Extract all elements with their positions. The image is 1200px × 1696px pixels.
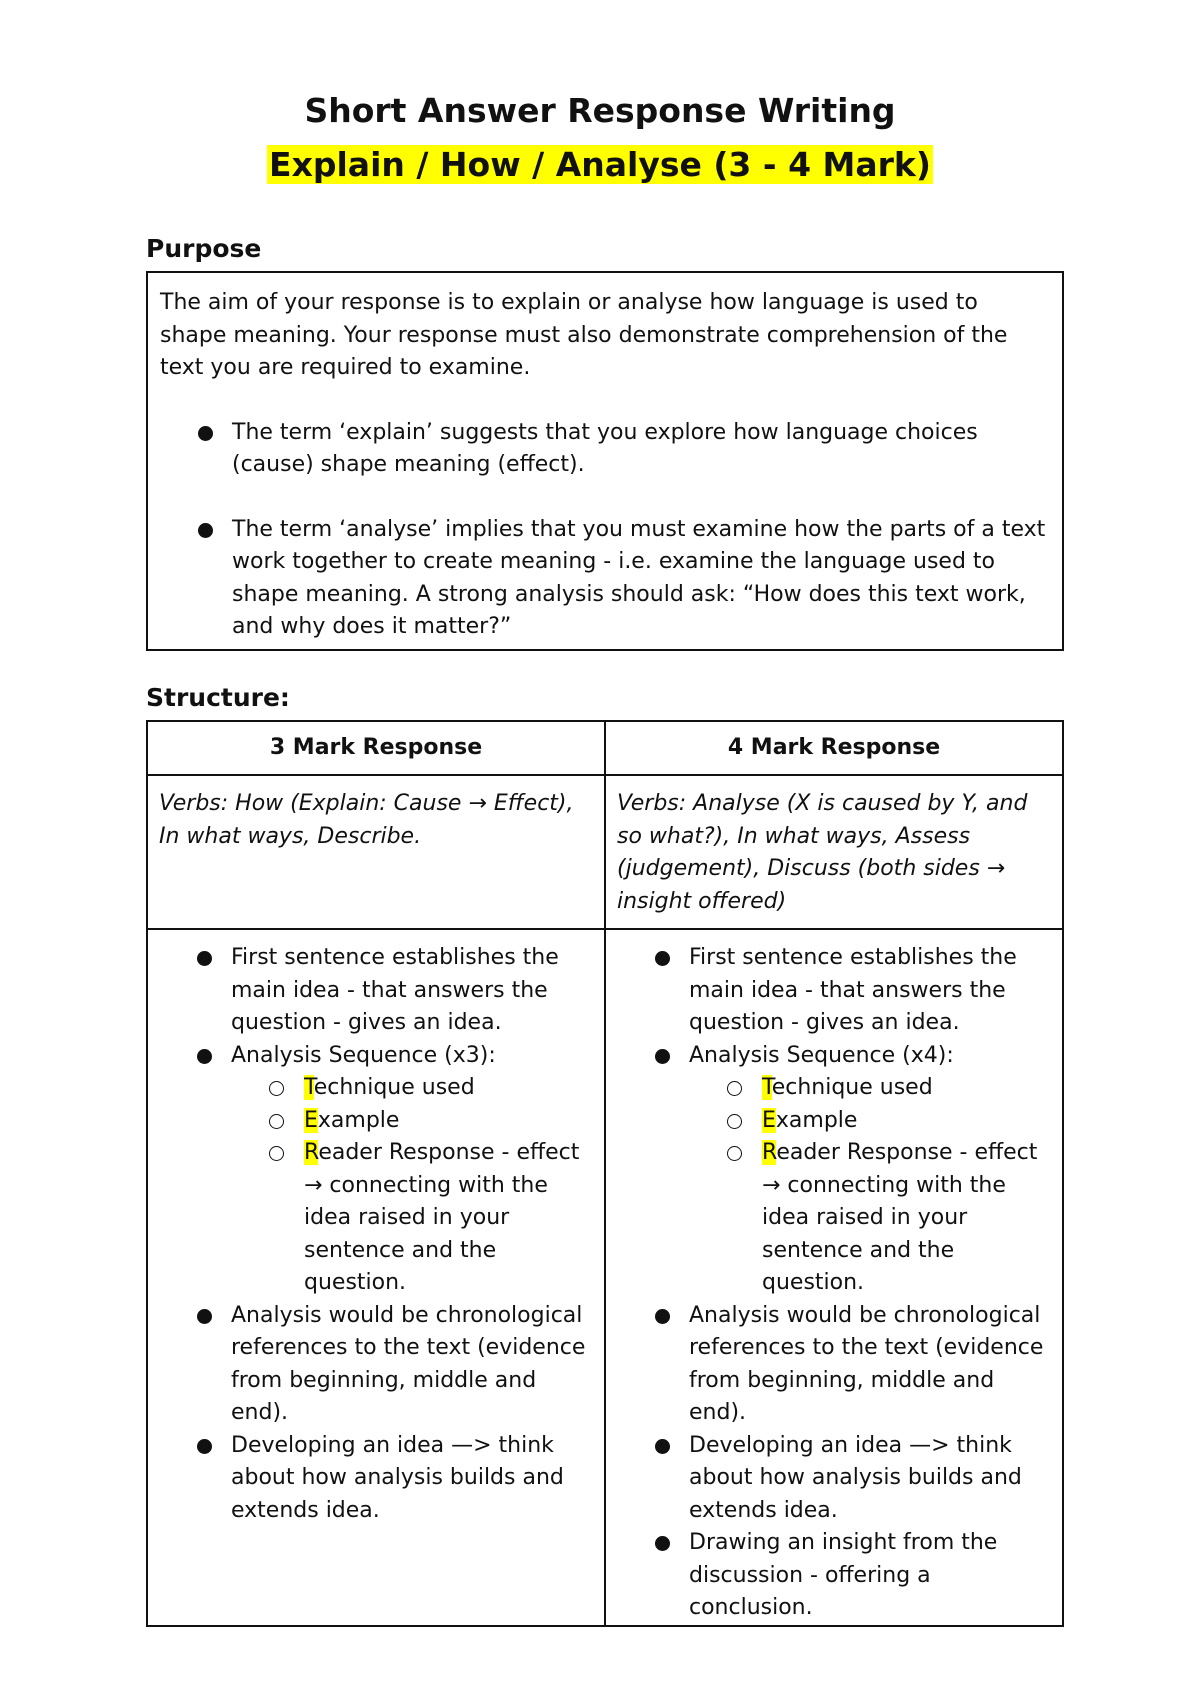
sub-item-text: xample [317, 1107, 400, 1133]
sub-list-item [606, 1105, 1054, 1138]
sub-item-text: eader Response - effect → connecting with the idea raised in your sentence and the question. [762, 1140, 1038, 1295]
list-item-text: First sentence establishes the main idea - that answers the question - gives an idea. [231, 945, 559, 1035]
criteria-list [148, 942, 596, 1527]
highlighted-initial: T [762, 1075, 772, 1100]
sub-list [689, 1072, 1054, 1300]
purpose-bullet-text: The term ‘explain’ suggests that you explore how language choices (cause) shape meaning (effect). [232, 419, 978, 477]
list-item [606, 1300, 1054, 1430]
bullet-dot-icon [198, 426, 213, 441]
sub-item-text: eader Response - effect → connecting with the idea raised in your sentence and the question. [304, 1140, 580, 1295]
list-item [606, 1430, 1054, 1528]
col-header-4-mark: 4 Mark Response [605, 721, 1063, 775]
sub-list-item [148, 1137, 596, 1300]
sub-list-item [148, 1072, 596, 1105]
purpose-intro: The aim of your response is to explain or analyse how language is used to shape meaning. Your response must also demonstrate comprehension of the text you are required to examine. [160, 290, 1008, 380]
verbs-row [147, 775, 1063, 929]
bullet-dot-icon [197, 1049, 212, 1064]
verbs-cell-3-mark: Verbs: How (Explain: Cause → Effect), In what ways, Describe. [147, 775, 605, 929]
list-item-text: Analysis Sequence (x4): [689, 1042, 954, 1068]
sub-item-text: echnique used [313, 1075, 475, 1100]
highlighted-initial: R [762, 1140, 777, 1165]
bullet-dot-icon [197, 951, 212, 966]
page-title: Short Answer Response Writing [304, 91, 896, 130]
col-header-3-mark: 3 Mark Response [147, 721, 605, 775]
bullet-circle-icon [269, 1114, 284, 1129]
list-item-text: Developing an idea —> think about how analysis builds and extends idea. [689, 1432, 1022, 1523]
highlighted-initial: R [304, 1140, 319, 1165]
verbs-cell-4-mark: Verbs: Analyse (X is caused by Y, and so what?), In what ways, Assess (judgement), Discuss (both sides → insight offered) [605, 775, 1063, 929]
list-item [148, 1040, 596, 1300]
highlighted-initial: E [304, 1107, 318, 1133]
purpose-bullet-text: The term ‘analyse’ implies that you must examine how the parts of a text work together to create meaning - i.e. examine the language used to shape meaning. A strong analysis should ask: “How does this text work, and why does it matter?” [232, 516, 1046, 639]
criteria-cell-4-mark [605, 929, 1063, 1626]
list-item-text: Drawing an insight from the discussion - offering a conclusion. [689, 1530, 998, 1620]
sub-list-item [148, 1105, 596, 1138]
criteria-list [606, 942, 1054, 1625]
sub-item-text: xample [775, 1107, 858, 1133]
purpose-bullet-list [160, 417, 1050, 644]
purpose-box [146, 271, 1064, 651]
bullet-dot-icon [655, 1439, 670, 1454]
list-item-text: Developing an idea —> think about how analysis builds and extends idea. [231, 1432, 564, 1523]
bullet-dot-icon [655, 951, 670, 966]
list-item-text: Analysis Sequence (x3): [231, 1042, 496, 1068]
structure-table [146, 720, 1064, 1627]
list-item-text: First sentence establishes the main idea - that answers the question - gives an idea. [689, 945, 1017, 1035]
list-item [606, 1040, 1054, 1300]
criteria-row [147, 929, 1063, 1626]
bullet-dot-icon [198, 523, 213, 538]
structure-heading: Structure: [146, 683, 290, 712]
list-item [148, 1430, 596, 1528]
bullet-dot-icon [197, 1439, 212, 1454]
list-item [148, 942, 596, 1040]
subtitle-highlight: Explain / How / Analyse (3 - 4 Mark) [269, 145, 931, 184]
sub-list [231, 1072, 596, 1300]
criteria-cell-3-mark [147, 929, 605, 1626]
list-item-text: Analysis would be chronological references to the text (evidence from beginning, middle and end). [689, 1302, 1044, 1425]
bullet-circle-icon [727, 1081, 742, 1096]
bullet-dot-icon [197, 1309, 212, 1324]
bullet-circle-icon [269, 1146, 284, 1161]
list-item [606, 942, 1054, 1040]
bullet-dot-icon [655, 1309, 670, 1324]
bullet-circle-icon [727, 1114, 742, 1129]
bullet-circle-icon [269, 1081, 284, 1096]
purpose-bullet [160, 514, 1050, 644]
highlighted-initial: T [304, 1075, 314, 1100]
sub-list-item [606, 1072, 1054, 1105]
list-item-text: Analysis would be chronological references to the text (evidence from beginning, middle and end). [231, 1302, 586, 1425]
purpose-heading: Purpose [146, 234, 262, 263]
highlighted-initial: E [762, 1107, 776, 1133]
list-item [606, 1527, 1054, 1625]
table-header-row [147, 721, 1063, 775]
purpose-bullet [160, 417, 1050, 482]
page-subtitle [0, 142, 1200, 188]
list-item [148, 1300, 596, 1430]
sub-item-text: echnique used [771, 1075, 933, 1100]
bullet-dot-icon [655, 1049, 670, 1064]
bullet-dot-icon [655, 1536, 670, 1551]
sub-list-item [606, 1137, 1054, 1300]
bullet-circle-icon [727, 1146, 742, 1161]
